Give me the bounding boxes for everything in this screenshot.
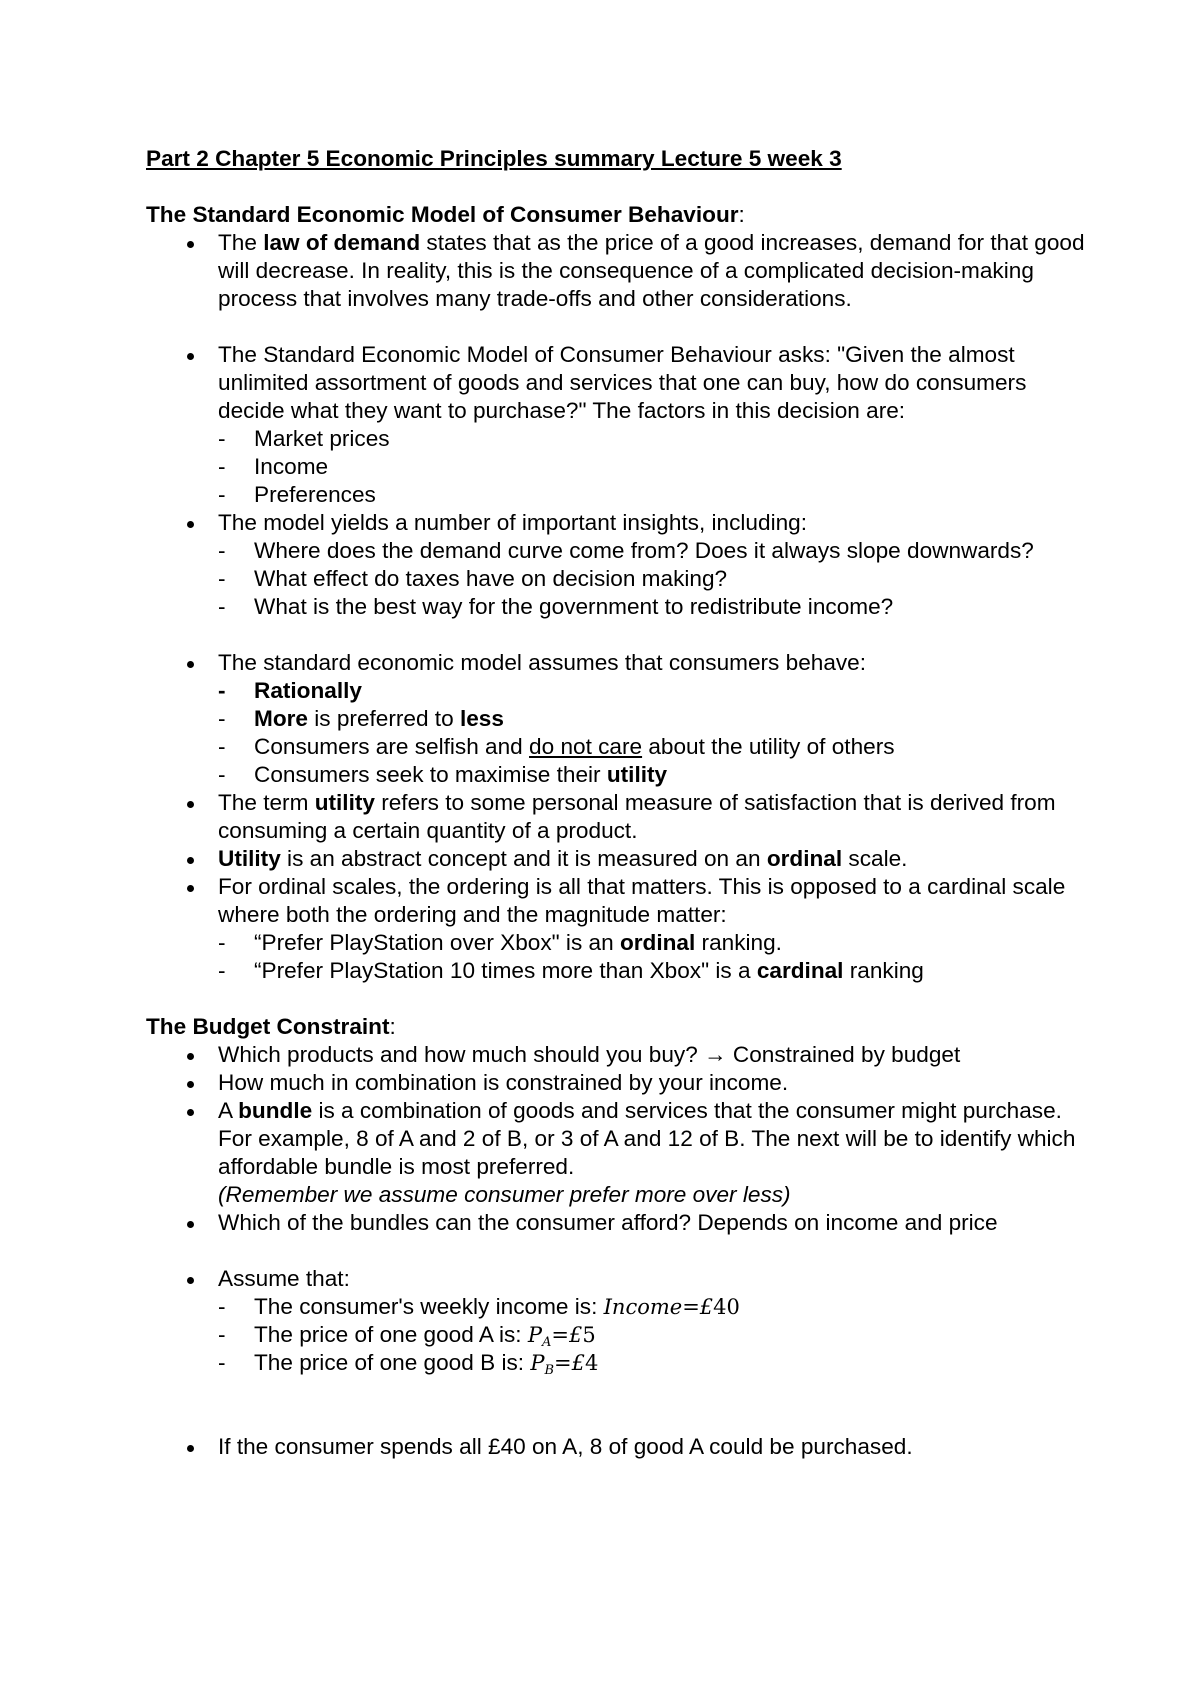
bullet-dot-icon [187, 661, 194, 668]
underlined-text: do not care [529, 734, 643, 759]
dash-icon: - [218, 566, 226, 591]
bullet-text: scale. [842, 846, 908, 871]
dash-icon: - [218, 958, 226, 983]
bullet-dot-icon [187, 857, 194, 864]
bold-term: More [254, 706, 308, 731]
bullet-text: is a combination of goods and services that the consumer might purchase. For example, 8 of A and 2 of B, or 3 of A and 12 of B. The next will be to identify which affordable bundle is most preferred. [218, 1098, 1076, 1179]
bold-term: Utility [218, 846, 281, 871]
dash-icon: - [218, 1294, 226, 1319]
bullet-dot-icon [187, 885, 194, 892]
spacer [146, 621, 1086, 649]
bullet-model-insights [146, 509, 1086, 537]
bullet-dot-icon [187, 521, 194, 528]
bold-term: less [459, 706, 504, 731]
math-value: 5 [582, 1323, 596, 1347]
spacer [146, 985, 1086, 1013]
dash-item [146, 565, 1086, 593]
dash-text: What effect do taxes have on decision making? [254, 566, 728, 591]
dash-text: ranking. [695, 930, 782, 955]
math-subscript: B [544, 1363, 555, 1378]
section-heading-colon: : [738, 202, 745, 227]
bullet-dot-icon [187, 1081, 194, 1088]
bullet-dot-icon [187, 1053, 194, 1060]
dash-item [146, 957, 1086, 985]
math-variable: P [527, 1323, 542, 1347]
math-operator: =£ [682, 1295, 714, 1319]
dash-text: “Prefer PlayStation over Xbox" is an [254, 930, 620, 955]
section-heading-colon: : [389, 1014, 396, 1039]
bullet-text: refers to some personal measure of satisfaction that is derived from consuming a certain quantity of a product. [218, 790, 1056, 843]
bullet-dot-icon [187, 801, 194, 808]
math-operator: =£ [554, 1351, 585, 1375]
dash-item [146, 733, 1086, 761]
bullet-text: How much in combination is constrained by your income. [218, 1070, 789, 1095]
bullet-text: If the consumer spends all £40 on A, 8 of good A could be purchased. [218, 1434, 913, 1459]
spacer [146, 173, 1086, 201]
section-heading-consumer-behaviour [146, 201, 1086, 229]
dash-icon: - [218, 426, 226, 451]
bullet-bundle [146, 1097, 1086, 1209]
dash-text: Where does the demand curve come from? Does it always slope downwards? [254, 538, 1034, 563]
italic-note: (Remember we assume consumer prefer more over less) [218, 1182, 791, 1207]
bullet-law-of-demand [146, 229, 1086, 313]
bullet-dot-icon [187, 1109, 194, 1116]
document-page [146, 145, 1086, 1461]
dash-text: “Prefer PlayStation 10 times more than Xbox" is a [254, 958, 757, 983]
bullet-text: A [218, 1098, 239, 1123]
spacer [146, 313, 1086, 341]
bold-term: utility [314, 790, 375, 815]
bullet-text: Which products and how much should you buy? [218, 1042, 705, 1067]
dash-item [146, 537, 1086, 565]
dash-text: is preferred to [307, 706, 460, 731]
dash-text: The price of one good A is: [254, 1322, 528, 1347]
bold-term: cardinal [756, 958, 844, 983]
bullet-utility-ordinal [146, 845, 1086, 873]
dash-icon: - [218, 734, 226, 759]
dash-item [146, 1349, 1086, 1377]
bullet-ordinal-scales [146, 873, 1086, 929]
bold-term: ordinal [619, 930, 696, 955]
dash-item [146, 761, 1086, 789]
bullet-text: Which of the bundles can the consumer afford? Depends on income and price [218, 1210, 998, 1235]
bullet-dot-icon [187, 1445, 194, 1452]
bold-term: bundle [238, 1098, 313, 1123]
dash-icon: - [218, 454, 226, 479]
dash-text: about the utility of others [642, 734, 895, 759]
math-value: 4 [584, 1351, 599, 1375]
dash-item [146, 425, 1086, 453]
bullet-afford [146, 1209, 1086, 1237]
dash-icon: - [218, 706, 226, 731]
bullet-which-products [146, 1041, 1086, 1069]
dash-item [146, 677, 1086, 705]
section-heading-text: The Budget Constraint [146, 1014, 390, 1039]
dash-item [146, 1293, 1086, 1321]
bullet-text: The Standard Economic Model of Consumer Behaviour asks: "Given the almost unlimited assortment of goods and services that one can buy, how do consumers decide what they want to purchase?" The factors in this decision are: [218, 342, 1027, 423]
bullet-text: Assume that: [218, 1266, 350, 1291]
bullet-model-assumptions [146, 649, 1086, 677]
dash-text: ranking [843, 958, 924, 983]
bullet-text: The [218, 230, 264, 255]
arrow-right-icon: → [704, 1042, 727, 1067]
math-variable: P [530, 1351, 545, 1375]
bullet-combination [146, 1069, 1086, 1097]
math-price-b [530, 1351, 599, 1378]
math-price-a [527, 1323, 596, 1350]
math-variable: Income [603, 1295, 683, 1319]
bold-term: ordinal [766, 846, 843, 871]
bold-term: Rationally [254, 678, 362, 703]
bullet-text: is an abstract concept and it is measured on an [280, 846, 767, 871]
bullet-dot-icon [187, 241, 194, 248]
dash-text: Consumers seek to maximise their [254, 762, 607, 787]
dash-text: Market prices [254, 426, 390, 451]
dash-icon: - [218, 762, 226, 787]
dash-text: Preferences [254, 482, 376, 507]
bullet-text: states that as the price of a good increases, demand for that good will decrease. In reality, this is the consequence of a complicated decision-making process that involves many trade-offs and other considerations. [218, 230, 1085, 311]
bullet-text: Constrained by budget [726, 1042, 961, 1067]
math-income [604, 1295, 740, 1319]
dash-text: What is the best way for the government to redistribute income? [254, 594, 894, 619]
bullet-utility-term [146, 789, 1086, 845]
dash-item [146, 593, 1086, 621]
dash-icon: - [218, 538, 226, 563]
bullet-text: The model yields a number of important insights, including: [218, 510, 807, 535]
spacer [146, 1405, 1086, 1433]
bullet-text: The standard economic model assumes that consumers behave: [218, 650, 867, 675]
bullet-assume [146, 1265, 1086, 1293]
section-heading-budget-constraint [146, 1013, 1086, 1041]
dash-icon: - [218, 482, 226, 507]
dash-icon: - [218, 594, 226, 619]
dash-item [146, 481, 1086, 509]
document-title: Part 2 Chapter 5 Economic Principles summary Lecture 5 week 3 [146, 146, 842, 171]
dash-text: Income [254, 454, 329, 479]
dash-icon: - [218, 930, 226, 955]
math-value: 40 [713, 1295, 740, 1319]
dash-icon: - [218, 678, 226, 703]
dash-item [146, 705, 1086, 733]
dash-item [146, 1321, 1086, 1349]
bold-term: utility [606, 762, 668, 787]
bold-term: law of demand [263, 230, 421, 255]
math-operator: =£ [551, 1323, 583, 1347]
bullet-dot-icon [187, 1277, 194, 1284]
bullet-text: For ordinal scales, the ordering is all that matters. This is opposed to a cardinal scale where both the ordering and the magnitude matter: [218, 874, 1066, 927]
dash-text: Consumers are selfish and [254, 734, 530, 759]
dash-item [146, 453, 1086, 481]
section-heading-text: The Standard Economic Model of Consumer Behaviour [146, 202, 739, 227]
bullet-dot-icon [187, 353, 194, 360]
spacer [146, 1377, 1086, 1405]
math-subscript: A [541, 1335, 552, 1350]
bullet-spend-all [146, 1433, 1086, 1461]
dash-text: The price of one good B is: [254, 1350, 531, 1375]
dash-icon: - [218, 1350, 226, 1375]
dash-icon: - [218, 1322, 226, 1347]
dash-item [146, 929, 1086, 957]
bullet-model-asks [146, 341, 1086, 425]
spacer [146, 1237, 1086, 1265]
bullet-dot-icon [187, 1221, 194, 1228]
bullet-text: The term [218, 790, 315, 815]
dash-text: The consumer's weekly income is: [254, 1294, 604, 1319]
